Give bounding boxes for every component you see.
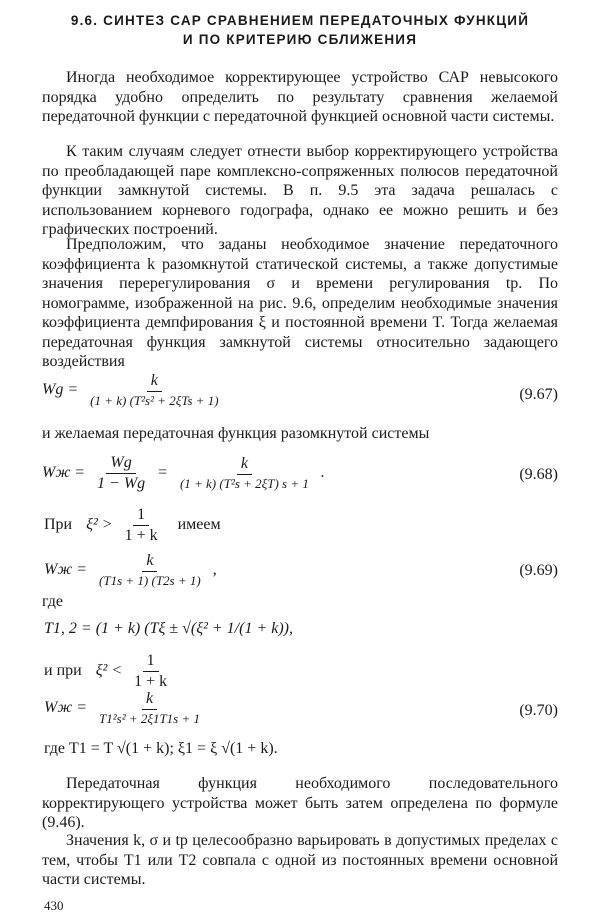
equation-9-67 [42, 372, 227, 409]
cond1-num: 1 [133, 506, 149, 526]
paragraph-cases-text: К таким случаям следует отнести выбор корректирующего устройства по преобладающей паре комплексно-сопряженных полюсов передаточной функции замкнутой системы. В п. 9.5 эта задача решалась с использованием корневого годографа, однако ее можно решить и без графических построений. [42, 143, 558, 238]
condition-xi-less [44, 652, 175, 691]
eq69-tail: , [212, 561, 217, 579]
paragraph-assumption-text: Предположим, что заданы необходимое значение передаточного коэффициента k разомкнутой статической системы, а также допустимые значения перерегулирования σ и времени регулирования tр. По номограмме, изображенной на рис. 9.6, определим необходимые значения коэффициента демпфирования ξ и постоянной времени T. Тогда желаемая передаточная функция замкнутой системы относительно задающего воздействия [42, 236, 558, 370]
word-gde-text: где [42, 593, 64, 610]
eq70-number: (9.70) [519, 702, 558, 719]
paragraph-open-loop [42, 424, 558, 444]
paragraph-corrector-text: Передаточная функция необходимого последовательного корректирующего устройства может быть затем определена по формуле (9.46). [42, 775, 558, 831]
eq70-den: T1²s² + 2ξ1T1s + 1 [99, 711, 201, 726]
eq68-num1: Wg [106, 454, 135, 474]
paragraph-vary-text: Значения k, σ и tр целесообразно варьировать в допустимых пределах с тем, чтобы T1 или T2 совпала с одной из постоянных времени основной части системы. [42, 832, 558, 888]
eq69-num: k [142, 552, 157, 572]
eq69-den: (T1s + 1) (T2s + 1) [99, 573, 201, 588]
eq69-number: (9.69) [519, 562, 558, 579]
eq68-lhs: Wж = [42, 464, 86, 482]
eq69-fraction [95, 552, 205, 589]
eq68-den2: (1 + k) (T²s + 2ξT) s + 1 [179, 476, 309, 491]
eq68-tail: . [320, 464, 325, 482]
cond2-fraction [130, 652, 171, 691]
paragraph-vary [42, 831, 558, 890]
section-heading-line2: И ПО КРИТЕРИЮ СБЛИЖЕНИЯ [182, 32, 418, 47]
paragraph-cases [42, 142, 558, 240]
eq68-num2: k [237, 455, 252, 475]
eq68-den1: 1 − Wg [97, 475, 146, 492]
equation-9-70 [44, 690, 208, 727]
paragraph-intro [42, 68, 558, 127]
eq70-fraction [95, 690, 204, 727]
eq67-fraction [86, 372, 222, 409]
eq67-lhs: Wg = [42, 381, 79, 399]
condition-xi-greater [44, 506, 221, 545]
equation-t1-xi1: где T1 = T √(1 + k); ξ1 = ξ √(1 + k). [44, 740, 278, 757]
paragraph-assumption [42, 235, 558, 372]
eq68-fraction1 [93, 454, 149, 493]
cond2-pre: и при [44, 662, 82, 680]
eq68-number: (9.68) [519, 466, 558, 483]
cond1-den: 1 + k [124, 527, 158, 544]
eq70-num: k [142, 690, 157, 710]
eq67-number: (9.67) [519, 386, 558, 403]
paragraph-corrector [42, 774, 558, 833]
eq70-lhs: Wж = [44, 699, 88, 717]
word-gde [42, 592, 558, 612]
cond1-fraction [121, 506, 162, 545]
eq67-den: (1 + k) (T²s² + 2ξTs + 1) [90, 393, 219, 408]
cond2-den: 1 + k [134, 673, 168, 690]
eq69-lhs: Wж = [44, 561, 88, 579]
cond1-post: имеем [177, 516, 221, 534]
eq68-eq2: = [157, 464, 168, 482]
cond2-num: 1 [143, 652, 159, 672]
cond1-pre: При [44, 516, 73, 534]
page-number: 430 [44, 898, 64, 913]
equation-9-68 [42, 454, 325, 493]
equation-t12: T1, 2 = (1 + k) (Tξ ± √(ξ² + 1/(1 + k)), [44, 620, 293, 637]
paragraph-intro-text: Иногда необходимое корректирующее устройство САР невысокого порядка удобно определить по результату сравнения желаемой передаточной функции с передаточной функцией основной части системы. [42, 69, 558, 125]
equation-9-69 [44, 552, 217, 589]
cond2-lhs: ξ² < [95, 662, 123, 680]
eq67-num: k [147, 372, 162, 392]
cond1-lhs: ξ² > [86, 516, 113, 534]
eq68-fraction2 [176, 455, 313, 492]
section-heading-line1: 9.6. СИНТЕЗ САР СРАВНЕНИЕМ ПЕРЕДАТОЧНЫХ ФУНКЦИЙ [70, 13, 530, 28]
paragraph-open-loop-text: и желаемая передаточная функция разомкнутой системы [42, 425, 430, 442]
